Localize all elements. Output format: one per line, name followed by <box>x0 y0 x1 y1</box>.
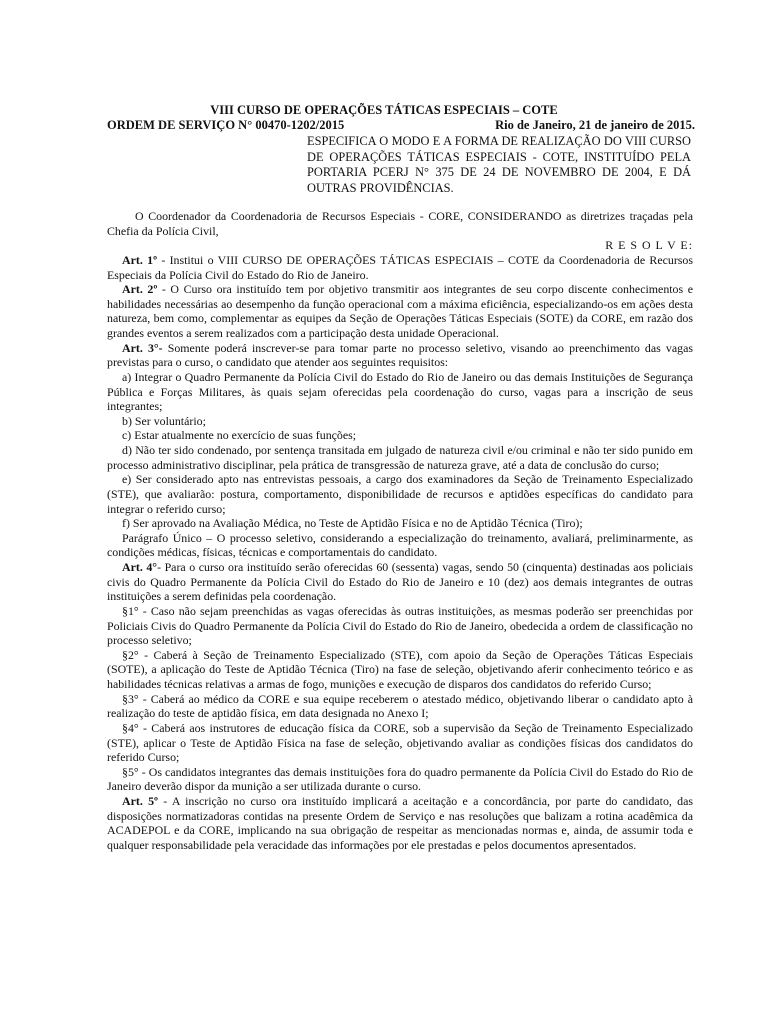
document-body <box>107 209 693 853</box>
requirement-f: f) Ser aprovado na Avaliação Médica, no Teste de Aptidão Física e no de Aptidão Técnica (Tiro); <box>122 516 583 531</box>
requirement-c: c) Estar atualmente no exercício de suas funções; <box>122 428 357 443</box>
ementa: ESPECIFICA O MODO E A FORMA DE REALIZAÇÃO DO VIII CURSO DE OPERAÇÕES TÁTICAS ESPECIAIS - COTE, INSTITUÍDO PELA PORTARIA PCERJ N° 375 DE 24 DE NOVEMBRO DE 2004, E DÁ OUTRAS PROVIDÊNCIAS. <box>307 134 691 195</box>
article-2-text: - O Curso ora instituído tem por objetivo transmitir aos integrantes de seu corpo discente conhecimentos e habilidades necessárias ao desempenho da função operacional com a máxima eficiência, especializando-os em ações desta natureza, bem como, complementar as equipes da Seção de Operações Táticas Especiais (SOTE) da CORE, em razão dos grandes eventos a serem realizados com a participação desta unidade Operacional. <box>107 282 694 340</box>
article-4 <box>107 560 693 604</box>
requirement-a: a) Integrar o Quadro Permanente da Polícia Civil do Estado do Rio de Janeiro ou das demais Instituições de Segurança Pública e Forças Militares, às quais sejam oferecidas pela coordenação do curso, vagas para a inscrição de seus integrantes; <box>107 369 693 414</box>
article-5 <box>107 794 693 853</box>
document-title: VIII CURSO DE OPERAÇÕES TÁTICAS ESPECIAIS – COTE <box>210 103 558 117</box>
article-4-paragraph-3: §3° - Caberá ao médico da CORE e sua equipe receberem o atestado médico, objetivando liberar o candidato apto à realização do teste de aptidão física, em data designada no Anexo I; <box>107 691 693 721</box>
article-4-text: - Para o curso ora instituído serão oferecidas 60 (sessenta) vagas, sendo 50 (cinquenta) destinadas aos policiais civis do Quadro Permanente da Polícia Civil do Estado do Rio de Janeiro e 10 (dez) aos demais integrantes de outras instituições a serem definidas pela coordenação. <box>107 560 693 604</box>
article-3 <box>107 341 693 370</box>
requirement-e: e) Ser considerado apto nas entrevistas pessoais, a cargo dos examinadores da Seção de Treinamento Especializado (STE), que avaliarão: postura, comportamento, disponibilidade de recursos e aptidões específicas do candidato para integrar o referido curso; <box>107 472 693 516</box>
article-3-label: Art. 3°- <box>122 340 163 355</box>
article-4-paragraph-5: §5° - Os candidatos integrantes das demais instituições fora do quadro permanente da Polícia Civil do Estado do Rio de Janeiro deverão dispor da munição a ser utilizada durante o curso. <box>107 764 693 794</box>
article-3-paragrafo-unico: Parágrafo Único – O processo seletivo, considerando a especialização do treinamento, avaliará, preliminarmente, as condições médicas, físicas, técnicas e comportamentais do candidato. <box>107 530 693 560</box>
order-number: ORDEM DE SERVIÇO N° 00470-1202/2015 <box>107 118 345 132</box>
article-4-paragraph-2: §2° - Caberá à Seção de Treinamento Especializado (STE), com apoio da Seção de Operações Táticas Especiais (SOTE), a aplicação do Teste de Aptidão Técnica (Tiro) na fase de seleção, objetivando aferir conhecimento teórico e as habilidades técnicas relativas a armas de fogo, munições e execução de disparos dos candidatos do referido Curso; <box>107 647 693 691</box>
article-4-paragraph-4: §4° - Caberá aos instrutores de educação física da CORE, sob a supervisão da Seção de Treinamento Especializado (STE), aplicar o Teste de Aptidão Física na fase de seleção, objetivando avaliar as condições físicas dos candidatos do referido Curso; <box>107 720 693 765</box>
article-2 <box>107 282 693 341</box>
preamble: O Coordenador da Coordenadoria de Recursos Especiais - CORE, CONSIDERANDO as diretrizes traçadas pela Chefia da Polícia Civil, <box>107 209 693 238</box>
article-1-label: Art. 1º <box>122 252 157 267</box>
article-5-text: - A inscrição no curso ora instituído implicará a aceitação e a concordância, por parte do candidato, das disposições normatizadoras contidas na presente Ordem de Serviço e nas resoluções que balizam a rotina acadêmica da ACADEPOL e da CORE, implicando na sua obrigação de respeitar as mencionadas normas e, ainda, de assumir toda e qualquer responsabilidade pela veracidade das informações por ele prestadas e pelos documentos apresentados. <box>107 794 694 852</box>
article-2-label: Art. 2º <box>122 282 158 297</box>
article-5-label: Art. 5º <box>122 794 158 808</box>
article-3-text: Somente poderá inscrever-se para tomar parte no processo seletivo, visando ao preenchimento das vagas previstas para o curso, o candidato que atender aos seguintes requisitos: <box>107 340 693 370</box>
place-date: Rio de Janeiro, 21 de janeiro de 2015. <box>495 118 695 132</box>
article-1 <box>107 253 693 282</box>
article-4-label: Art. 4° <box>122 560 158 574</box>
requirement-d: d) Não ter sido condenado, por sentença transitada em julgado de natureza civil e/ou criminal e não ter sido punido em processo administrativo disciplinar, pela prática de transgressão de natureza grave, até a data de conclusão do curso; <box>107 443 693 472</box>
requirement-b: b) Ser voluntário; <box>122 413 206 428</box>
article-4-paragraph-1: §1° - Caso não sejam preenchidas as vagas oferecidas às outras instituições, as mesmas poderão ser preenchidas por Policiais Civis do Quadro Permanente da Polícia Civil do Estado do Rio de Janeiro, obedecida a ordem de classificação no processo seletivo; <box>107 603 693 648</box>
article-1-text: - Institui o VIII CURSO DE OPERAÇÕES TÁTICAS ESPECIAIS – COTE da Coordenadoria de Recursos Especiais da Polícia Civil do Estado do Rio de Janeiro. <box>107 252 694 282</box>
resolve-heading: R E S O L V E: <box>605 238 693 253</box>
order-header-row <box>107 118 695 133</box>
